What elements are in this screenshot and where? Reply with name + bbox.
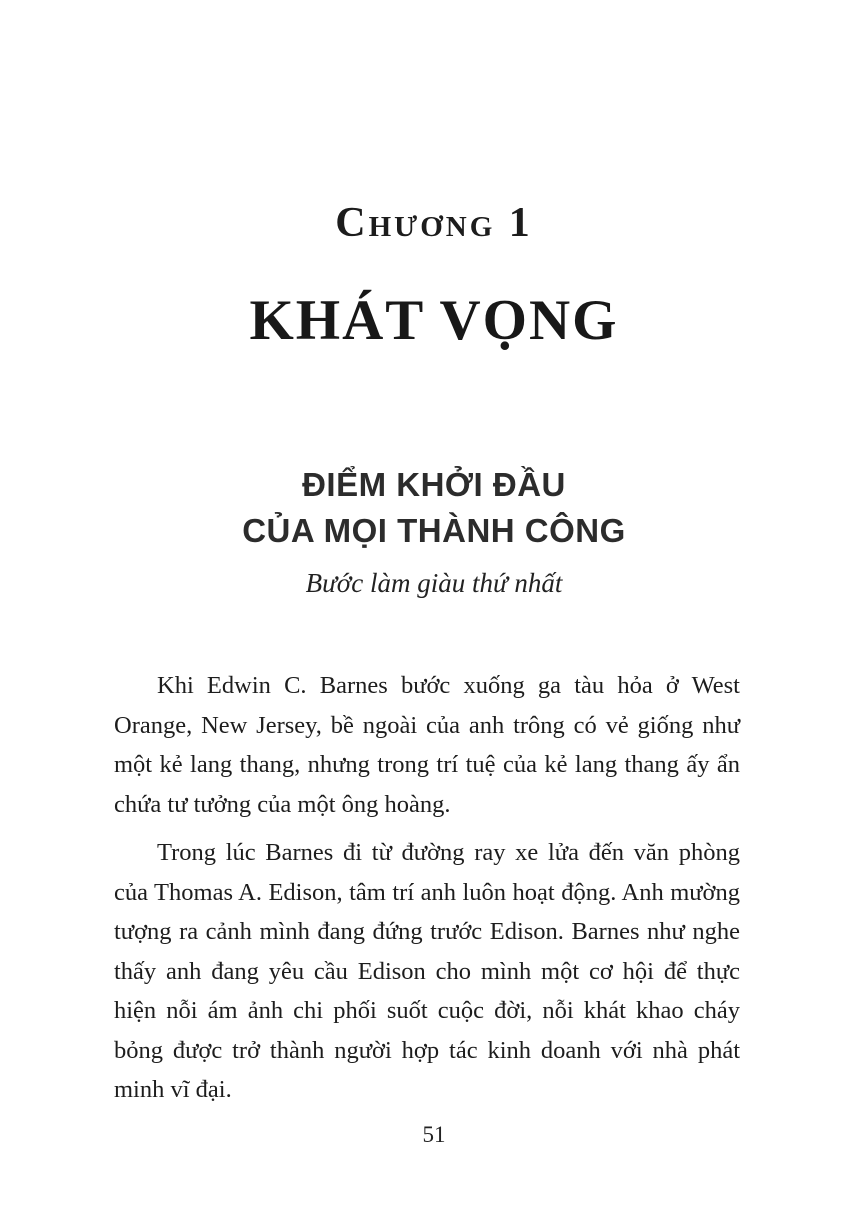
section-title-line1: ĐIỂM KHỞI ĐẦU: [302, 466, 566, 503]
chapter-label: Chương 1: [335, 200, 533, 246]
body-text: [114, 666, 740, 1110]
section-subtitle: Bước làm giàu thứ nhất: [305, 568, 563, 598]
page-number: 51: [422, 1122, 446, 1147]
body-paragraph: Khi Edwin C. Barnes bước xuống ga tàu hỏa ở West Orange, New Jersey, bề ngoài của anh trông có vẻ giống như một kẻ lang thang, nhưng trong trí tuệ của kẻ lang thang ấy ẩn chứa tư tưởng của một ông hoàng.: [114, 672, 740, 818]
section-title: [0, 462, 868, 554]
chapter-title: KHÁT VỌNG: [249, 289, 619, 352]
body-paragraph: Trong lúc Barnes đi từ đường ray xe lửa đến văn phòng của Thomas A. Edison, tâm trí anh luôn hoạt động. Anh mường tượng ra cảnh mình đang đứng trước Edison. Barnes như nghe thấy anh đang yêu cầu Edison cho mình một cơ hội để thực hiện nỗi ám ảnh chi phối suốt cuộc đời, nỗi khát khao cháy bỏng được trở thành người hợp tác kinh doanh với nhà phát minh vĩ đại.: [114, 839, 740, 1103]
section-title-line2: CỦA MỌI THÀNH CÔNG: [242, 512, 626, 549]
